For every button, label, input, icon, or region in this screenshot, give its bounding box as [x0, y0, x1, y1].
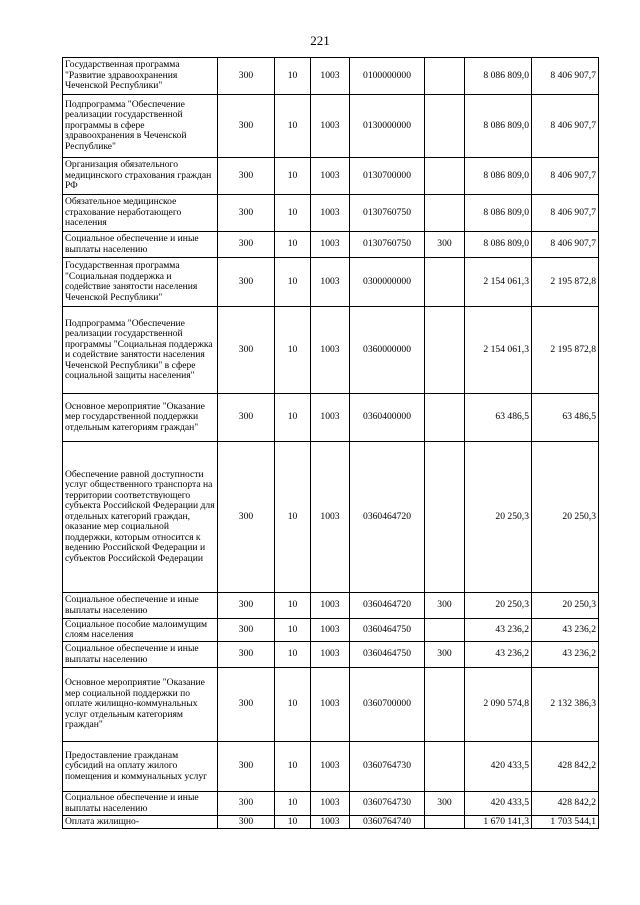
row-name: Государственная программа "Развитие здравоохранения Чеченской Республики": [63, 58, 218, 95]
row-target-article: 0360464720: [350, 593, 425, 619]
row-name: Социальное пособие малоимущим слоям населения: [63, 619, 218, 642]
row-expense-type: [425, 816, 465, 829]
row-admin-code: 300: [218, 442, 275, 593]
row-target-article: 0300000000: [350, 258, 425, 307]
row-amount-year1: 2 154 061,3: [465, 258, 532, 307]
row-section: 10: [275, 593, 311, 619]
row-admin-code: 300: [218, 642, 275, 668]
row-amount-year1: 8 086 809,0: [465, 95, 532, 158]
row-target-article: 0130000000: [350, 95, 425, 158]
row-admin-code: 300: [218, 158, 275, 195]
row-section: 10: [275, 442, 311, 593]
table-row: [63, 792, 599, 816]
row-section: 10: [275, 394, 311, 442]
table-row: [63, 742, 599, 792]
row-amount-year1: 43 236,2: [465, 619, 532, 642]
row-name: Основное мероприятие "Оказание мер государственной поддержки отдельным категориям граждан": [63, 394, 218, 442]
row-section: 10: [275, 232, 311, 258]
row-amount-year1: 8 086 809,0: [465, 58, 532, 95]
row-admin-code: 300: [218, 258, 275, 307]
row-section: 10: [275, 668, 311, 742]
row-subsection: 1003: [311, 442, 350, 593]
row-name: Подпрограмма "Обеспечение реализации государственной программы "Социальная поддержка и содействие занятости населения Чеченской Республики" в сфере социальной защиты населения": [63, 307, 218, 394]
row-subsection: 1003: [311, 668, 350, 742]
row-amount-year1: 1 670 141,3: [465, 816, 532, 829]
row-amount-year2: 20 250,3: [532, 442, 599, 593]
page-number: 221: [310, 33, 330, 48]
row-subsection: 1003: [311, 307, 350, 394]
row-section: 10: [275, 816, 311, 829]
row-target-article: 0360764730: [350, 742, 425, 792]
row-name: Обязательное медицинское страхование неработающего населения: [63, 195, 218, 232]
row-target-article: 0360764740: [350, 816, 425, 829]
row-name: Социальное обеспечение и иные выплаты населению: [63, 593, 218, 619]
row-amount-year1: 8 086 809,0: [465, 232, 532, 258]
row-subsection: 1003: [311, 58, 350, 95]
row-expense-type: [425, 668, 465, 742]
row-admin-code: 300: [218, 232, 275, 258]
table-row: [63, 58, 599, 95]
row-subsection: 1003: [311, 394, 350, 442]
row-amount-year2: 8 406 907,7: [532, 95, 599, 158]
row-target-article: 0130760750: [350, 232, 425, 258]
row-admin-code: 300: [218, 307, 275, 394]
row-target-article: 0130700000: [350, 158, 425, 195]
row-name: Основное мероприятие "Оказание мер социальной поддержки по оплате жилищно-коммунальных услуг отдельным категориям граждан": [63, 668, 218, 742]
row-subsection: 1003: [311, 593, 350, 619]
row-amount-year2: 428 842,2: [532, 792, 599, 816]
table-row: [63, 258, 599, 307]
row-expense-type: [425, 619, 465, 642]
row-section: 10: [275, 642, 311, 668]
row-admin-code: 300: [218, 195, 275, 232]
table-row: [63, 619, 599, 642]
row-amount-year2: 2 132 386,3: [532, 668, 599, 742]
row-admin-code: 300: [218, 742, 275, 792]
table-body: [63, 58, 599, 829]
row-amount-year1: 20 250,3: [465, 442, 532, 593]
row-amount-year2: 8 406 907,7: [532, 158, 599, 195]
row-subsection: 1003: [311, 95, 350, 158]
row-admin-code: 300: [218, 593, 275, 619]
row-amount-year1: 2 154 061,3: [465, 307, 532, 394]
row-amount-year1: 420 433,5: [465, 792, 532, 816]
row-section: 10: [275, 792, 311, 816]
row-amount-year2: 2 195 872,8: [532, 258, 599, 307]
row-expense-type: [425, 195, 465, 232]
row-subsection: 1003: [311, 816, 350, 829]
row-target-article: 0360464750: [350, 619, 425, 642]
table-row: [63, 593, 599, 619]
row-amount-year2: 2 195 872,8: [532, 307, 599, 394]
row-amount-year2: 20 250,3: [532, 593, 599, 619]
row-target-article: 0360000000: [350, 307, 425, 394]
row-subsection: 1003: [311, 232, 350, 258]
row-name: Предоставление гражданам субсидий на оплату жилого помещения и коммунальных услуг: [63, 742, 218, 792]
row-amount-year2: 428 842,2: [532, 742, 599, 792]
row-section: 10: [275, 307, 311, 394]
row-amount-year1: 43 236,2: [465, 642, 532, 668]
table-row: [63, 307, 599, 394]
row-amount-year2: 43 236,2: [532, 619, 599, 642]
row-admin-code: 300: [218, 394, 275, 442]
table-row: [63, 668, 599, 742]
row-name: Организация обязательного медицинского страхования граждан РФ: [63, 158, 218, 195]
row-admin-code: 300: [218, 58, 275, 95]
table-row: [63, 642, 599, 668]
row-expense-type: [425, 95, 465, 158]
row-expense-type: [425, 442, 465, 593]
budget-table: [62, 57, 599, 829]
row-section: 10: [275, 742, 311, 792]
row-target-article: 0130760750: [350, 195, 425, 232]
row-target-article: 0360464750: [350, 642, 425, 668]
table-row: [63, 816, 599, 829]
table-row: [63, 394, 599, 442]
row-expense-type: [425, 307, 465, 394]
row-subsection: 1003: [311, 619, 350, 642]
row-amount-year2: 8 406 907,7: [532, 195, 599, 232]
row-section: 10: [275, 619, 311, 642]
row-subsection: 1003: [311, 642, 350, 668]
row-expense-type: [425, 742, 465, 792]
table-row: [63, 195, 599, 232]
row-subsection: 1003: [311, 195, 350, 232]
row-subsection: 1003: [311, 742, 350, 792]
row-amount-year1: 8 086 809,0: [465, 158, 532, 195]
row-amount-year2: 1 703 544,1: [532, 816, 599, 829]
row-subsection: 1003: [311, 258, 350, 307]
row-expense-type: 300: [425, 593, 465, 619]
row-section: 10: [275, 258, 311, 307]
row-expense-type: 300: [425, 642, 465, 668]
row-amount-year2: 8 406 907,7: [532, 232, 599, 258]
row-admin-code: 300: [218, 792, 275, 816]
row-subsection: 1003: [311, 158, 350, 195]
row-name: Социальное обеспечение и иные выплаты населению: [63, 642, 218, 668]
row-subsection: 1003: [311, 792, 350, 816]
table-row: [63, 442, 599, 593]
row-target-article: 0100000000: [350, 58, 425, 95]
row-admin-code: 300: [218, 619, 275, 642]
row-name: Обеспечение равной доступности услуг общественного транспорта на территории соответствующего субъекта Российской Федерации для отдельных категорий граждан, оказание мер социальной поддержки, которым относится к ведению Российской Федерации и субъектов Российской Федерации: [63, 442, 218, 593]
row-target-article: 0360464720: [350, 442, 425, 593]
row-section: 10: [275, 195, 311, 232]
row-amount-year1: 20 250,3: [465, 593, 532, 619]
row-amount-year1: 63 486,5: [465, 394, 532, 442]
row-expense-type: [425, 158, 465, 195]
row-expense-type: [425, 394, 465, 442]
row-name: Оплата жилищно-: [63, 816, 218, 829]
row-amount-year2: 8 406 907,7: [532, 58, 599, 95]
row-section: 10: [275, 58, 311, 95]
row-name: Социальное обеспечение и иные выплаты населению: [63, 792, 218, 816]
row-name: Социальное обеспечение и иные выплаты населению: [63, 232, 218, 258]
row-expense-type: [425, 258, 465, 307]
row-target-article: 0360700000: [350, 668, 425, 742]
row-expense-type: [425, 58, 465, 95]
row-admin-code: 300: [218, 668, 275, 742]
table-row: [63, 158, 599, 195]
row-amount-year1: 8 086 809,0: [465, 195, 532, 232]
row-expense-type: 300: [425, 232, 465, 258]
row-target-article: 0360400000: [350, 394, 425, 442]
row-section: 10: [275, 158, 311, 195]
row-admin-code: 300: [218, 95, 275, 158]
row-admin-code: 300: [218, 816, 275, 829]
row-name: Государственная программа "Социальная поддержка и содействие занятости населения Чеченской Республики": [63, 258, 218, 307]
row-amount-year1: 420 433,5: [465, 742, 532, 792]
table-row: [63, 95, 599, 158]
row-name: Подпрограмма "Обеспечение реализации государственной программы в сфере здравоохранения в Чеченской Республике": [63, 95, 218, 158]
row-expense-type: 300: [425, 792, 465, 816]
row-target-article: 0360764730: [350, 792, 425, 816]
row-amount-year2: 63 486,5: [532, 394, 599, 442]
row-section: 10: [275, 95, 311, 158]
row-amount-year2: 43 236,2: [532, 642, 599, 668]
table-row: [63, 232, 599, 258]
row-amount-year1: 2 090 574,8: [465, 668, 532, 742]
